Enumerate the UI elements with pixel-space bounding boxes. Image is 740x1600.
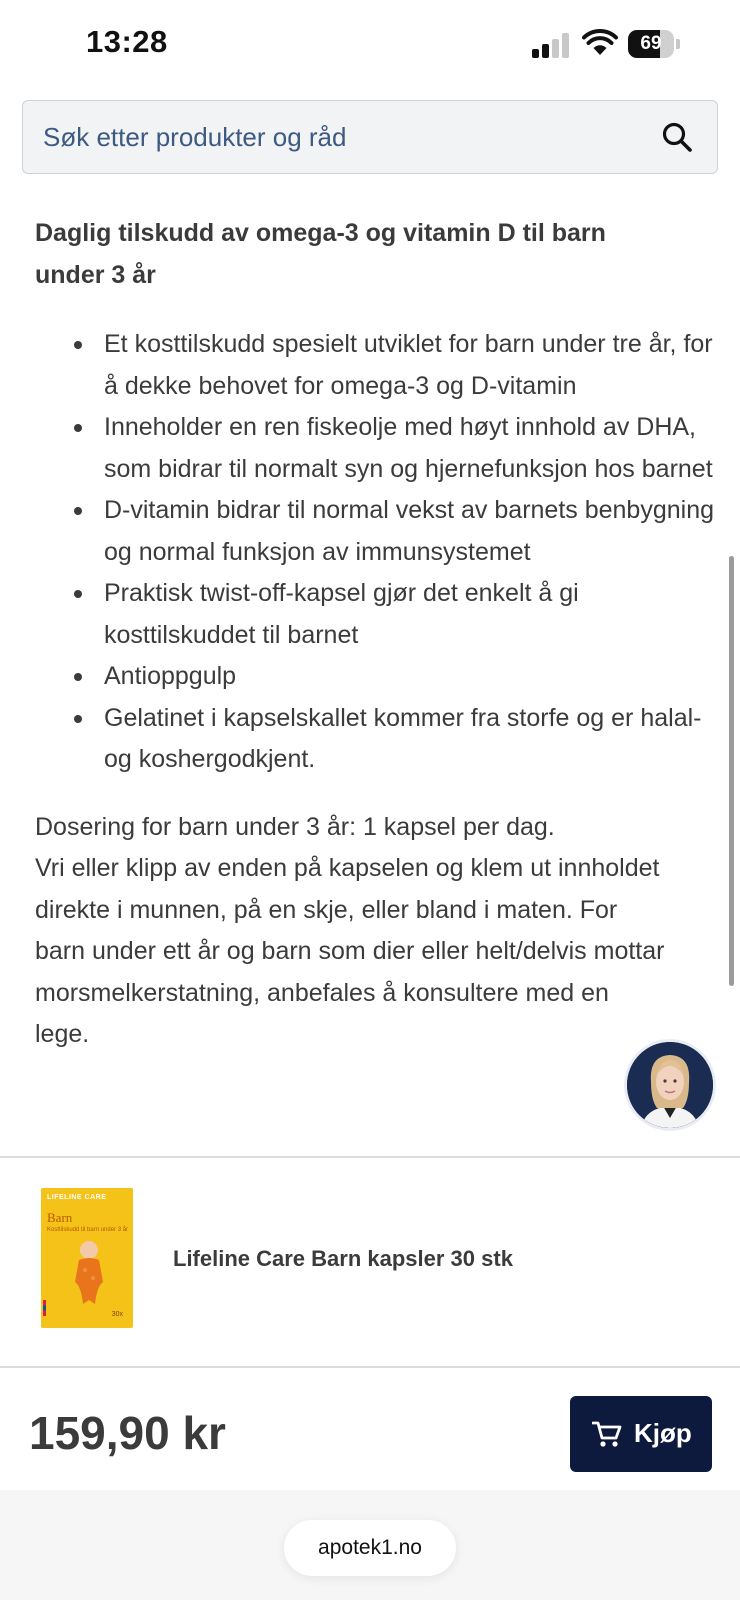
search-icon[interactable] [661,121,693,153]
buy-label: Kjøp [634,1418,692,1448]
list-item: Antioppgulp [104,656,715,698]
search-input[interactable] [43,101,623,173]
package-stripes [43,1300,46,1316]
dosage-instructions: Vri eller klipp av enden på kapselen og klem ut innholdet direkte i munnen, på en skje, eller bland i maten. For barn under ett år og barn som dier eller helt/delvis mottar morsmelkerstatning, anbefales å konsultere med en lege. [35,854,665,1048]
status-bar [0,0,740,88]
product-image[interactable] [41,1188,133,1328]
dosage-text [35,807,665,1056]
dosage-line: Dosering for barn under 3 år: 1 kapsel per dag. [35,812,555,841]
pharmacist-avatar-icon [627,1042,713,1128]
browser-url-bar[interactable]: apotek1.no [284,1520,456,1576]
battery-level: 69 [640,33,662,54]
wifi-icon [582,28,618,56]
battery-icon [628,30,680,58]
scrollbar[interactable] [729,556,734,986]
product-name[interactable]: Lifeline Care Barn kapsler 30 stk [173,1246,513,1271]
divider [0,1366,740,1368]
list-item: Gelatinet i kapselskallet kommer fra storfe og er halal- og koshergodkjent. [104,698,715,781]
product-description [35,212,715,1056]
list-item: Et kosttilskudd spesielt utviklet for barn under tre år, for å dekke behovet for omega-3 og D-vitamin [104,324,715,407]
list-item: Inneholder en ren fiskeolje med høyt innhold av DHA, som bidrar til normalt syn og hjernefunksjon hos barnet [104,407,715,490]
cart-icon [592,1420,622,1448]
package-brand: LIFELINE CARE [47,1194,107,1201]
package-subtitle: Kosttilskudd til barn under 3 år [47,1227,129,1233]
search-bar[interactable] [22,100,718,174]
description-heading: Daglig tilskudd av omega-3 og vitamin D til barn under 3 år [35,219,606,289]
list-item: D-vitamin bidrar til normal vekst av barnets benbygning og normal funksjon av immunsystemet [104,490,715,573]
advisor-chat-avatar[interactable] [624,1039,716,1131]
buy-button[interactable] [570,1396,712,1472]
divider [0,1156,740,1158]
package-count: 30x [111,1311,123,1318]
product-price: 159,90 kr [29,1407,226,1459]
status-time: 13:28 [86,24,168,59]
cellular-signal-icon [532,32,572,58]
benefit-list [35,324,715,781]
package-title: Barn [47,1210,73,1225]
baby-illustration-icon [69,1238,109,1308]
list-item: Praktisk twist-off-kapsel gjør det enkelt å gi kosttilskuddet til barnet [104,573,715,656]
